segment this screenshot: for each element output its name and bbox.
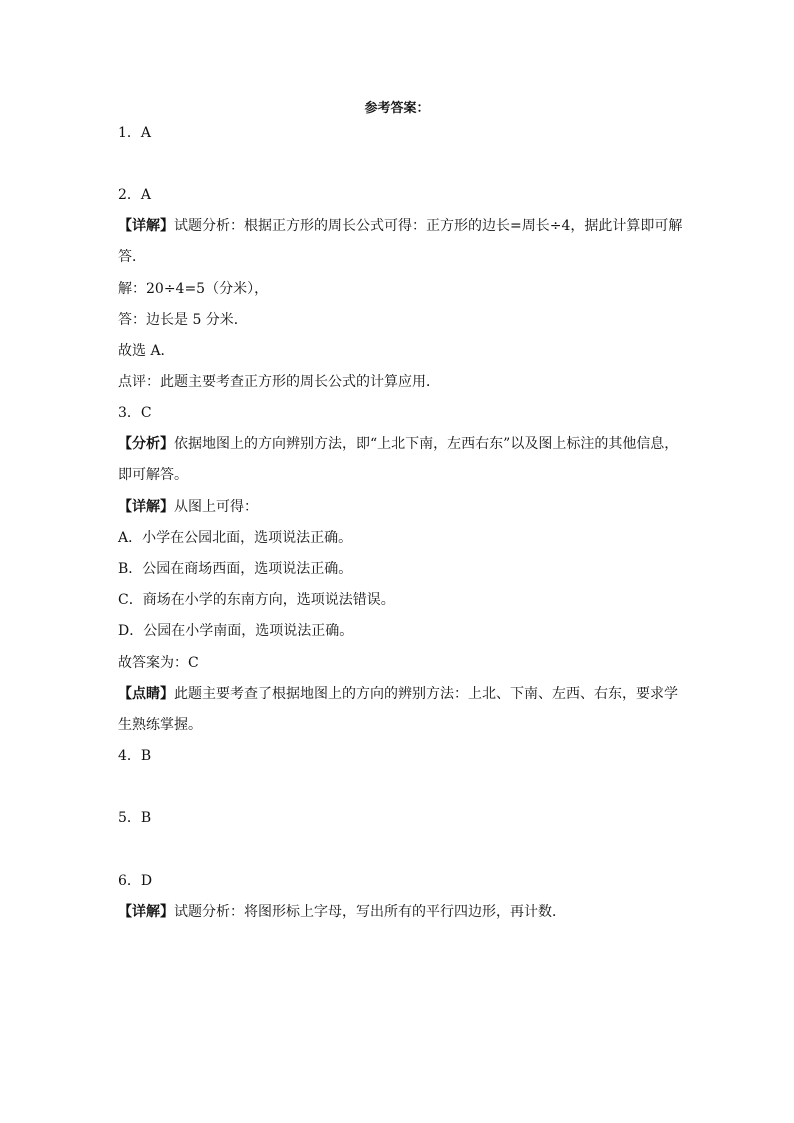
analysis-tag: 【分析】 bbox=[118, 436, 174, 452]
analysis-line: 即可解答。 bbox=[118, 467, 188, 483]
answer-6: 6．D bbox=[118, 873, 153, 889]
answer-3: 3．C bbox=[118, 405, 152, 421]
answer-2: 2．A bbox=[118, 187, 152, 203]
note-line: 生熟练掌握。 bbox=[118, 717, 202, 733]
answer-5: 5．B bbox=[118, 810, 152, 826]
detail-line: 【详解】试题分析：根据正方形的周长公式可得：正方形的边长=周长÷4，据此计算即可解 bbox=[118, 218, 683, 234]
choice-line: 故选 A． bbox=[118, 343, 175, 359]
detail-line: 【详解】试题分析：将图形标上字母，写出所有的平行四边形，再计数． bbox=[118, 904, 566, 920]
page-title: 参考答案： bbox=[364, 101, 430, 116]
detail-tag: 【详解】 bbox=[118, 499, 174, 515]
answer-4: 4．B bbox=[118, 748, 152, 764]
answer-line: 故答案为：C bbox=[118, 655, 199, 671]
answer-line: 答：边长是 5 分米． bbox=[118, 312, 248, 328]
detail-tag: 【详解】 bbox=[118, 218, 174, 234]
answer-1: 1．A bbox=[118, 125, 152, 141]
comment-line: 点评：此题主要考查正方形的周长公式的计算应用． bbox=[118, 374, 440, 390]
option-a: A．小学在公园北面，选项说法正确。 bbox=[118, 530, 353, 546]
option-d: D．公园在小学南面，选项说法正确。 bbox=[118, 623, 354, 639]
solution-line: 解：20÷4=5（分米）， bbox=[118, 281, 269, 297]
option-c: C．商场在小学的东南方向，选项说法错误。 bbox=[118, 592, 395, 608]
option-b: B．公园在商场西面，选项说法正确。 bbox=[118, 561, 353, 577]
detail-line: 答． bbox=[118, 249, 146, 265]
note-line: 【点睛】此题主要考查了根据地图上的方向的辨别方法：上北、下南、左西、右东，要求学 bbox=[118, 686, 678, 702]
detail-line: 【详解】从图上可得： bbox=[118, 499, 258, 515]
detail-tag: 【详解】 bbox=[118, 904, 174, 920]
note-tag: 【点睛】 bbox=[118, 686, 174, 702]
analysis-line: 【分析】依据地图上的方向辨别方法，即“上北下南，左西右东”以及图上标注的其他信息， bbox=[118, 436, 679, 452]
